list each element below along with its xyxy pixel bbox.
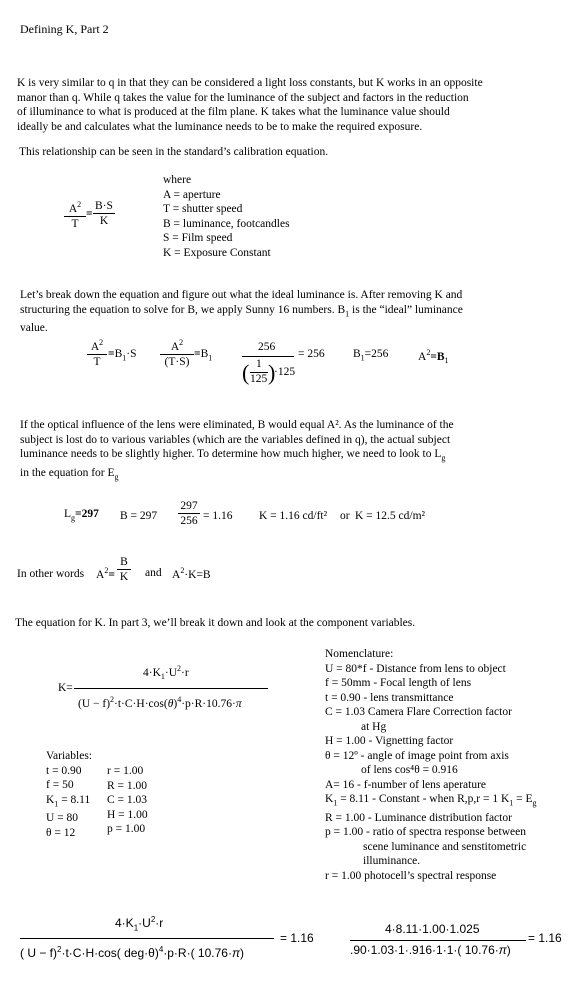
intro-line: K is very similar to q in that they can be considered a light loss constants, but K works in an opposite — [17, 77, 483, 89]
eq1-num: A — [68, 202, 78, 215]
nom-k: K — [325, 793, 334, 805]
sunny-e3-num: 256 — [258, 341, 276, 353]
sunny-e5-a: A — [418, 350, 427, 363]
k-formula-den — [78, 695, 242, 710]
nomenclature-heading: Nomenclature: — [325, 648, 394, 660]
other-words-a: A — [96, 568, 105, 581]
sunny-e3-paren-open: ( — [242, 360, 250, 385]
variable-item: t = 0.90 — [46, 764, 82, 777]
eq1-num-sup: 2 — [77, 200, 82, 209]
sunny-e3-fraction-bar — [242, 356, 294, 357]
k-formula-bar — [74, 688, 268, 689]
k-den-d: ·p·R·10.76· — [181, 697, 236, 710]
sunny-e3-paren-close: ) — [268, 360, 276, 385]
br-bar — [350, 940, 526, 941]
k-m-value: K = 12.5 cd/m² — [355, 510, 425, 522]
bl-num — [115, 915, 163, 932]
other-words-label: In other words — [17, 568, 85, 580]
breakdown-sub: 1 — [345, 308, 350, 318]
sunny-e4-sub: 1 — [360, 353, 365, 363]
and-text: and — [145, 567, 162, 579]
nomenclature-line: illuminance. — [363, 855, 421, 868]
bl-den — [20, 945, 244, 960]
nomenclature-line: f = 50mm - Focal length of lens — [325, 677, 472, 689]
k-den-theta: θ — [167, 697, 174, 710]
intro-line: ideally be and calculates what the luminance needs to be to make the required exposure. — [17, 120, 423, 133]
variable-item: C = 1.03 — [107, 794, 148, 806]
variable-item: H = 1.00 — [107, 808, 148, 821]
bl-num-sub: 1 — [133, 923, 139, 933]
sunny-e2-rhs-sub: 1 — [208, 353, 213, 363]
variable-item: θ = 12 — [46, 826, 76, 839]
br-result: = 1.16 — [528, 931, 562, 945]
bl-den-end: ) — [240, 946, 244, 960]
optical-paragraph — [20, 418, 454, 485]
k-den-sup2: 4 — [177, 695, 182, 704]
variable-k: K — [46, 793, 55, 806]
sunny-e1-rhs: $=B_1\cdot S$ — [108, 348, 137, 363]
other-words-row — [0, 556, 576, 592]
where-list — [163, 173, 290, 260]
bottom-left-formula — [0, 912, 330, 972]
lg-val: =297 — [75, 508, 99, 520]
nomenclature-line: p = 1.00 - ratio of spectra response between — [325, 826, 526, 839]
k-ft-value: K = 1.16 cd/ft² — [259, 510, 328, 522]
nomenclature-line: at Hg — [361, 720, 387, 733]
sunny-e3-inner-den: 125 — [250, 373, 268, 385]
variables-col2 — [107, 764, 148, 837]
where-item: A = aperture — [163, 188, 221, 201]
b-value: B = 297 — [120, 510, 158, 522]
nomenclature-line: r = 1.00 photocell’s spectral response — [325, 869, 497, 882]
variable-item: r = 1.00 — [107, 765, 144, 777]
bl-den-a: ( U − f) — [20, 946, 58, 960]
lg-frac-result: = 1.16 — [203, 510, 233, 522]
nom-k-mid: = 8.11 - Constant - when R,p,r = 1 K — [337, 793, 510, 805]
sunny-e3-result: = 256 — [298, 348, 325, 360]
sunny-e1-den: T — [87, 354, 107, 368]
sunny-e5-sub: 1 — [444, 356, 449, 366]
k-den-c: ) — [173, 697, 178, 710]
other-words-lhs: $A^2=$ — [96, 566, 115, 581]
where-heading: where — [163, 174, 192, 186]
sunny-e4-val: =256 — [364, 348, 389, 360]
sunny-e3-tail: ·125 — [274, 366, 296, 378]
bl-den-sup: 2 — [57, 945, 62, 954]
optical-line — [20, 447, 454, 466]
variable-item: p = 1.00 — [107, 823, 146, 835]
br-den-pi: π — [498, 943, 507, 957]
breakdown-line: value. — [20, 322, 48, 335]
where-item: K = Exposure Constant — [163, 246, 271, 259]
expr2-a: A — [172, 568, 181, 581]
nomenclature-line: C = 1.03 Camera Flare Correction factor — [325, 706, 512, 718]
breakdown-paragraph — [20, 288, 463, 336]
eq1-rhs-den: K — [93, 213, 115, 227]
bl-num-tail: ·r — [155, 916, 164, 930]
optical-line-text: in the equation for E — [20, 466, 115, 479]
k-num-a: 4·K — [143, 666, 161, 679]
intro-line: manor than q. While q takes the value for the luminance of the subject and factors in the reduction — [17, 91, 469, 104]
nomenclature-line: R = 1.00 - Luminance distribution factor — [325, 811, 512, 824]
expr2-sup: 2 — [180, 566, 185, 575]
k-formula-lhs: K= — [58, 682, 73, 694]
optical-line-text: luminance needs to be slightly higher. To determine how much higher, we need to look to L — [20, 448, 442, 460]
variable-item: f = 50 — [46, 779, 74, 791]
breakdown-line — [20, 303, 463, 322]
nomenclature-line: scene luminance and senstitometric — [363, 840, 527, 853]
relationship-text: This relationship can be seen in the standard’s calibration equation. — [19, 146, 329, 158]
where-item: B = luminance, footcandles — [163, 217, 290, 230]
sunny-e1-num: A — [90, 340, 100, 353]
lg-frac-den: 256 — [178, 513, 200, 527]
variables-heading: Variables: — [46, 750, 92, 762]
br-num: 4·8.11·1.00·1.025 — [385, 922, 480, 936]
breakdown-line-text: structuring the equation to solve for B, we apply Sunny 16 numbers. B — [20, 303, 346, 316]
other-words-num: B — [120, 556, 128, 568]
nomenclature-line: U = 80*f - Distance from lens to object — [325, 662, 506, 675]
optical-line: If the optical influence of the lens were eliminated, B would equal A². As the luminance of the — [20, 419, 454, 431]
variable-k-val: = 8.11 — [58, 793, 91, 806]
nomenclature-line: A= 16 - f-number of lens aperature — [325, 778, 487, 791]
eq1-den: T — [64, 216, 86, 230]
optical-sub: g — [441, 453, 446, 463]
sunny16-equations — [0, 336, 576, 396]
nomenclature-line — [325, 792, 537, 811]
nom-k-sub2: 1 — [509, 798, 514, 808]
nomenclature — [325, 647, 537, 883]
k-den-pi: π — [235, 697, 242, 710]
lg-l: L — [64, 508, 72, 520]
or-text: or — [340, 510, 350, 522]
sunny-e5-sup: 2 — [426, 348, 431, 357]
page-title: Defining K, Part 2 — [20, 22, 109, 36]
other-words-den: K — [117, 569, 131, 583]
where-item: S = Film speed — [163, 232, 233, 244]
nomenclature-line: t = 0.90 - lens transmittance — [325, 691, 454, 704]
eq1-equals: = — [86, 208, 93, 220]
nom-k-tail: = E — [513, 793, 533, 805]
sunny-e5 — [418, 348, 449, 365]
k-formula — [0, 664, 320, 714]
sunny-e2-rhs-b: B — [200, 348, 209, 360]
sunny-e2-num: A — [170, 340, 180, 353]
br-den — [350, 943, 511, 957]
breakdown-line: Let’s break down the equation and figure out what the ideal luminance is. After removing K and — [20, 289, 463, 301]
nomenclature-line: of lens cos⁴θ = 0.916 — [361, 764, 458, 776]
nomenclature-line: H = 1.00 - Vignetting factor — [325, 735, 454, 747]
br-den-a: .90·1.03·1·.916·1·1·( 10.76· — [350, 943, 499, 957]
sunny-e1-rhs-sub: 1 — [122, 353, 127, 363]
variable-item — [46, 793, 92, 812]
sunny-e5-rhs: =B — [430, 350, 445, 363]
breakdown-tail: is the “ideal” luminance — [349, 303, 463, 316]
k-den-sup: 2 — [110, 695, 115, 704]
k-num-sub: 1 — [160, 672, 165, 682]
k-num-tail: ·r — [181, 666, 189, 679]
nom-k-sub3: g — [532, 798, 537, 808]
variable-item: R = 1.00 — [107, 779, 148, 792]
variable-item: U = 80 — [46, 812, 79, 825]
where-item: T = shutter speed — [163, 203, 243, 215]
bl-den-pi: π — [231, 946, 240, 960]
k-den-a: (U − f) — [78, 697, 111, 710]
bl-den-mid: ·t·C·H·cos( deg·θ) — [61, 946, 159, 960]
other-words-sup: 2 — [104, 566, 109, 575]
intro-paragraph — [17, 76, 483, 134]
bl-num-a: 4·K — [115, 916, 134, 930]
optical-line — [20, 466, 454, 485]
sunny-e3-inner-num: 1 — [256, 358, 262, 370]
k-formula-num — [143, 664, 189, 681]
sunny-e1-sup: 2 — [99, 338, 104, 347]
optical-sub: g — [114, 472, 119, 482]
variable-k-sub: 1 — [54, 798, 59, 808]
nomenclature-line: θ = 12º - angle of image point from axis — [325, 749, 509, 762]
bl-result: = 1.16 — [280, 931, 314, 945]
variables-col1 — [46, 749, 92, 840]
lg-frac-num: 297 — [180, 500, 198, 512]
k-equation-text: The equation for K. In part 3, we’ll break it down and look at the component variables. — [15, 617, 416, 629]
sunny-e1-rhs-b: B — [114, 348, 123, 360]
k-num-mid: ·U — [164, 666, 178, 679]
expr2-tail: ·K=B — [184, 568, 211, 581]
optical-line: subject is lost do to various variables (which are the variables defined in q), the actual subject — [20, 433, 451, 446]
intro-line: of illuminance to what is produced at the film plane. K takes what the luminance value should — [17, 106, 450, 118]
sunny-e1-rhs-tail: ·S — [126, 348, 137, 360]
bl-den-sup2: 4 — [158, 945, 164, 954]
k-den-b: ·t·C·H·cos( — [114, 697, 168, 710]
sunny-e2-den: (T·S) — [160, 354, 194, 368]
sunny-e4-b: B — [353, 348, 361, 360]
lg-row — [0, 500, 576, 540]
nom-k-sub: 1 — [333, 798, 338, 808]
bottom-right-formula — [340, 912, 576, 972]
eq1-rhs-num: B·S — [95, 200, 113, 212]
bl-den-tail: ·p·R·( 10.76· — [163, 946, 232, 960]
other-words-expr2 — [172, 566, 211, 581]
bl-bar — [20, 938, 274, 939]
br-den-end: ) — [506, 943, 511, 957]
lg-sub: g — [71, 513, 76, 523]
sunny-e2-sup: 2 — [179, 338, 184, 347]
bl-num-sup: 2 — [150, 915, 156, 924]
k-num-sup: 2 — [177, 664, 182, 673]
bl-num-mid: ·U — [138, 916, 151, 930]
sunny-e2-rhs: $=B_1$ — [194, 348, 213, 363]
sunny-e4 — [353, 348, 388, 362]
lg-value — [64, 508, 99, 522]
